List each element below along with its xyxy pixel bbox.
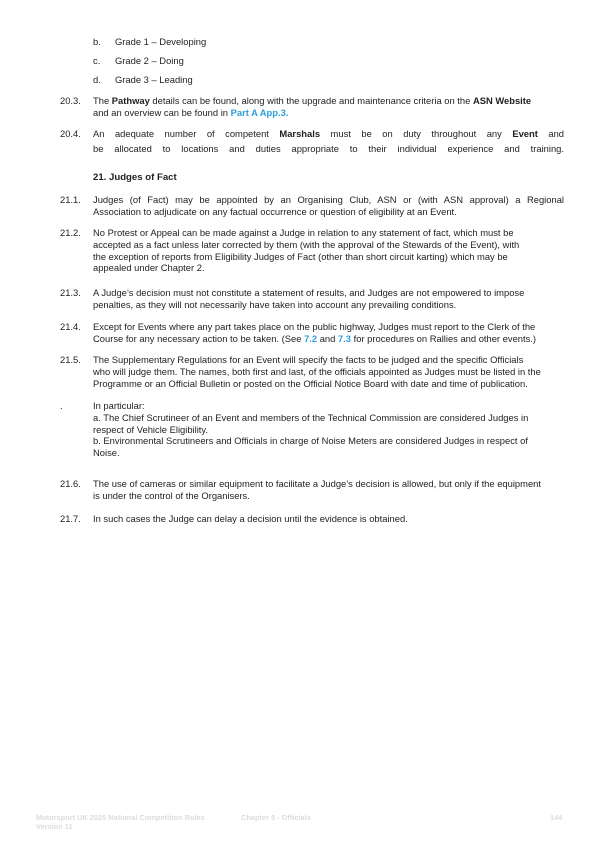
paragraph-line: Association to adjudicate on any factual occurrence or question of eligibility at an Event. [93, 205, 457, 217]
cross-reference-link[interactable]: 7.2 [304, 332, 318, 344]
paragraph-line: is under the control of the Organisers. [93, 489, 250, 501]
text-run: Course for any necessary action to be taken. (See [93, 332, 305, 344]
text-run: details can be found, along with the upgrade and maintenance criteria on the [149, 95, 473, 106]
footer-chapter: Chapter 5 - Officials [241, 813, 311, 822]
text-run: and [537, 128, 564, 139]
paragraph-number: . [60, 400, 63, 411]
paragraph-line: Programme or an Official Bulletin or posted on the Official Notice Board with date and time of publication. [93, 377, 528, 389]
paragraph-body [93, 354, 564, 389]
text-run: and [317, 332, 338, 344]
paragraph-body [93, 287, 564, 311]
list-marker: c. [93, 55, 101, 66]
paragraph-body [93, 478, 564, 502]
footer-page-number: 144 [550, 813, 563, 822]
paragraph-line: be allocated to locations and duties appropriate to their individual experience and training. [93, 142, 564, 154]
bold-term: ASN Website [472, 95, 532, 106]
paragraph-number: 21.4. [60, 321, 81, 332]
text-run: must be on duty throughout any [320, 128, 513, 139]
paragraph-body [93, 95, 564, 119]
paragraph-line: In particular: [93, 400, 145, 411]
text-run: . [285, 106, 289, 118]
section-heading: 21. Judges of Fact [93, 172, 177, 183]
paragraph-line: penalties, as they will not necessarily have taken into account any prevailing conditions. [93, 298, 457, 310]
paragraph-number: 21.3. [60, 287, 81, 298]
paragraph-line: respect of Vehicle Eligibility. [93, 423, 208, 435]
paragraph-number: 21.7. [60, 513, 81, 524]
paragraph-line: In such cases the Judge can delay a decision until the evidence is obtained. [93, 513, 408, 524]
paragraph-number: 21.6. [60, 478, 81, 489]
text-run: The [93, 95, 112, 106]
paragraph-body [93, 400, 564, 459]
paragraph-line [93, 95, 564, 107]
list-text: Grade 3 – Leading [115, 74, 193, 85]
paragraph-body [93, 128, 564, 155]
bold-term: Marshals [279, 128, 321, 139]
text-run: and an overview can be found in [93, 106, 231, 118]
paragraph-body [93, 194, 564, 218]
text-run: An adequate number of competent [93, 128, 280, 139]
paragraph-body [93, 321, 564, 345]
list-text: Grade 2 – Doing [115, 55, 184, 66]
cross-reference-link[interactable]: Part A App.3 [230, 106, 286, 118]
paragraph-line: accepted as a fact unless later corrected by them (with the approval of the Stewards of the Event), with [93, 238, 520, 250]
paragraph-line: The use of cameras or similar equipment to facilitate a Judge’s decision is allowed, but only if the equipment [93, 478, 541, 489]
paragraph-line: the exception of reports from Eligibility Judges of Fact (other than short circuit karting) which may be [93, 250, 508, 262]
paragraph-number: 21.1. [60, 194, 81, 205]
paragraph-line: The Supplementary Regulations for an Event will specify the facts to be judged and the specific Officials [93, 354, 524, 365]
footer-version: Version 11 [36, 822, 73, 831]
bold-term: Pathway [111, 95, 150, 106]
paragraph-line: Judges (of Fact) may be appointed by an Organising Club, ASN or (with ASN approval) a Regional [93, 194, 564, 205]
paragraph-number: 20.3. [60, 95, 81, 106]
paragraph-line [93, 333, 564, 345]
paragraph-line: appealed under Chapter 2. [93, 262, 205, 274]
text-run: for procedures on Rallies and other events.) [351, 332, 537, 344]
paragraph-number: 21.2. [60, 227, 81, 238]
paragraph-line: b. Environmental Scrutineers and Officials in charge of Noise Meters are considered Judges in respect of [93, 435, 528, 447]
cross-reference-link[interactable]: 7.3 [337, 332, 352, 344]
paragraph-line: Except for Events where any part takes place on the public highway, Judges must report to the Clerk of the [93, 321, 536, 332]
paragraph-body [93, 227, 564, 274]
bold-term: Event [512, 128, 538, 139]
paragraph-body [93, 513, 564, 525]
paragraph-number: 21.5. [60, 354, 81, 365]
paragraph-line [93, 128, 564, 140]
paragraph-line [93, 107, 564, 119]
paragraph-line: who will judge them. The names, both first and last, of the officials appointed as Judges must be listed in the [93, 365, 541, 377]
footer-title: Motorsport UK 2025 National Competition Rules [36, 813, 205, 822]
list-text: Grade 1 – Developing [115, 36, 207, 47]
paragraph-line: A Judge’s decision must not constitute a statement of results, and Judges are not empowered to impose [93, 287, 525, 298]
paragraph-line: No Protest or Appeal can be made against a Judge in relation to any statement of fact, which must be [93, 227, 514, 238]
list-marker: b. [93, 36, 101, 47]
paragraph-line: a. The Chief Scrutineer of an Event and members of the Technical Commission are considered Judges in [93, 411, 529, 423]
paragraph-line: Noise. [93, 447, 120, 459]
paragraph-number: 20.4. [60, 128, 81, 139]
list-marker: d. [93, 74, 101, 85]
